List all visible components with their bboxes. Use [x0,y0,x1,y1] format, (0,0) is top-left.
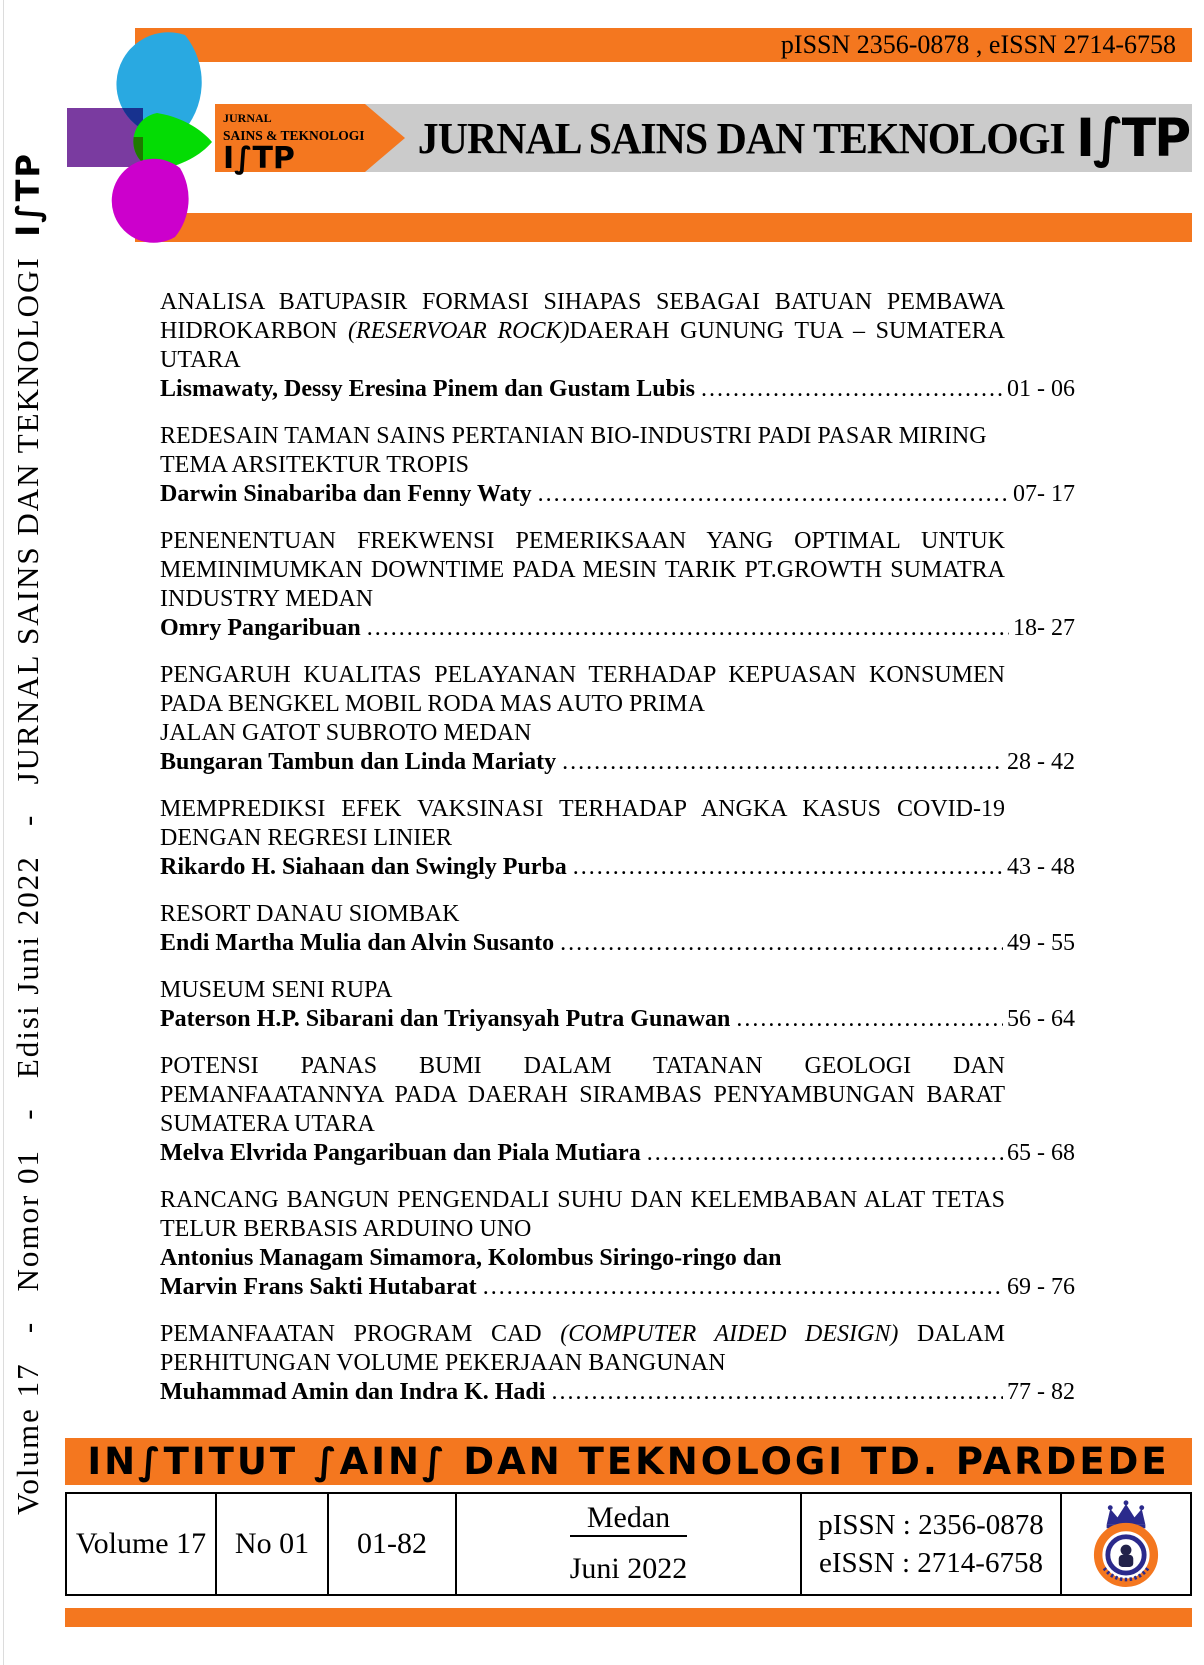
dot-leader [538,480,1009,509]
article-authors: Melva Elvrida Pangaribuan dan Piala Mutiara [160,1140,641,1166]
toc-entry [160,661,1075,777]
dot-leader [551,1378,1003,1407]
article-title-line [160,1349,1005,1378]
article-authors-pages [160,1378,1075,1407]
article-title-text: REDESAIN TAMAN SAINS PERTANIAN BIO-INDUSTRI PADI PASAR MIRING [160,423,987,449]
article-authors: Paterson H.P. Sibarani dan Triyansyah Putra Gunawan [160,1006,731,1032]
page-range: 28 - 42 [1007,749,1075,775]
article-title-line [160,976,1005,1005]
article-title-line [160,661,1005,690]
article-title-line [160,1186,1005,1215]
logo-magenta-crescent [112,159,189,243]
article-title-line [160,317,1005,346]
page-range: 65 - 68 [1007,1140,1075,1166]
issn-text: pISSN 2356-0878 , eISSN 2714-6758 [780,30,1176,59]
journal-title-wrap [417,104,1190,172]
dot-leader [367,614,1009,643]
article-authors-pages [160,1139,1075,1168]
article-authors-pages [160,748,1075,777]
article-title-line [160,690,1005,719]
article-title-text: INDUSTRY MEDAN [160,586,374,612]
pagerange-cell: 01-82 [329,1494,457,1594]
spine [5,85,51,1515]
article-title-text: DENGAN REGRESI LINIER [160,825,452,851]
emblem-cell [1062,1494,1190,1594]
article-authors-pages [160,1005,1075,1034]
article-authors: Bungaran Tambun dan Linda Mariaty [160,749,557,775]
volume-cell: Volume 17 [67,1494,217,1594]
journal-title: JURNAL SAINS DAN TEKNOLOGI [417,113,1065,163]
article-title-text: UTARA [160,347,241,373]
article-authors: Marvin Frans Sakti Hutabarat [160,1274,477,1300]
toc-entry [160,795,1075,882]
article-title-text: PEMANFAATANNYA PADA DAERAH SIRAMBAS PENYAMBUNGAN BARAT [160,1082,1005,1108]
dot-leader [573,853,1003,882]
article-title-line [160,556,1005,585]
spine-issue-text: Volume 17 - Nomor 01 - Edisi Juni 2022 - JURNAL SAINS DAN TEKNOLOGI [10,236,45,1515]
article-authors: Lismawaty, Dessy Eresina Pinem dan Gustam Lubis [160,376,695,402]
article-title-line [160,288,1005,317]
istp-crown-emblem-icon [1089,1498,1163,1590]
article-title-text: PENGARUH KUALITAS PELAYANAN TERHADAP KEPUASAN KONSUMEN [160,662,1005,688]
toc-entry [160,422,1075,509]
article-title-text: HIDROKARBON [160,318,348,344]
toc-entry [160,527,1075,643]
footer-orange-rule [65,1608,1192,1627]
dot-leader [647,1139,1003,1168]
number-cell: No 01 [217,1494,329,1594]
issn-cell [802,1494,1062,1594]
article-title-line [160,1215,1005,1244]
article-authors-pages [160,929,1075,958]
article-authors: Muhammad Amin dan Indra K. Hadi [160,1379,546,1405]
eissn-text: eISSN : 2714-6758 [819,1547,1043,1579]
logo-text-sains-teknologi: SAINS & TEKNOLOGI [223,128,365,143]
spine-istp-logotype: I∫TP [9,152,47,237]
issue-info-table [65,1492,1192,1596]
institute-banner: IN∫TITUT ∫AIN∫ DAN TEKNOLOGI TD. PARDEDE [65,1438,1192,1485]
dot-leader [736,1005,1003,1034]
page-range: 69 - 76 [1007,1274,1075,1300]
edition-cell: Juni 2022 [569,1552,688,1585]
page-range: 07- 17 [1013,481,1075,507]
article-authors: Omry Pangaribuan [160,615,361,641]
article-title-text: SUMATERA UTARA [160,1111,375,1137]
dot-leader [701,375,1003,404]
toc-entry [160,1186,1075,1302]
article-title-line [160,824,1005,853]
page-range: 77 - 82 [1007,1379,1075,1405]
article-title-text: MUSEUM SENI RUPA [160,977,393,1003]
toc-entry [160,900,1075,958]
article-authors-pages [160,1273,1075,1302]
article-title-line [160,900,1005,929]
article-title-line [160,346,1005,375]
article-title-line [160,1320,1005,1349]
article-title-text: RANCANG BANGUN PENGENDALI SUHU DAN KELEMBABAN ALAT TETAS [160,1187,1005,1213]
article-title-italic: (RESERVOAR ROCK) [348,318,570,344]
journal-logo [60,25,420,250]
article-title-text: POTENSI PANAS BUMI DALAM TATANAN GEOLOGI DAN [160,1053,1005,1079]
page-range: 18- 27 [1013,615,1075,641]
article-authors-pages [160,614,1075,643]
article-title-line [160,451,1005,480]
article-authors-pages [160,853,1075,882]
city-cell: Medan [570,1501,688,1537]
article-title-text: TEMA ARSITEKTUR TROPIS [160,452,469,478]
article-title-italic: (COMPUTER AIDED DESIGN) [560,1321,899,1347]
article-title-text: TELUR BERBASIS ARDUINO UNO [160,1216,532,1242]
article-title-line [160,1081,1005,1110]
article-title-line [160,527,1005,556]
table-of-contents [160,288,1075,1425]
article-authors: Antonius Managam Simamora, Kolombus Siringo-ringo dan [160,1245,782,1271]
dot-leader [562,748,1003,777]
toc-entry [160,976,1075,1034]
article-authors: Rikardo H. Siahaan dan Swingly Purba [160,854,567,880]
article-title-text: JALAN GATOT SUBROTO MEDAN [160,720,532,746]
article-title-text: MEMPREDIKSI EFEK VAKSINASI TERHADAP ANGKA KASUS COVID-19 [160,796,1005,822]
article-title-line [160,795,1005,824]
page-range: 56 - 64 [1007,1006,1075,1032]
logo-text-istp: I∫TP [223,141,295,176]
article-title-text: PENENENTUAN FREKWENSI PEMERIKSAAN YANG OPTIMAL UNTUK [160,528,1005,554]
article-title-line [160,422,1005,451]
article-authors: Darwin Sinabariba dan Fenny Waty [160,481,532,507]
article-title-text: ANALISA BATUPASIR FORMASI SIHAPAS SEBAGAI BATUAN PEMBAWA [160,289,1005,315]
page-range: 43 - 48 [1007,854,1075,880]
article-title-text: PERHITUNGAN VOLUME PEKERJAAN BANGUNAN [160,1350,726,1376]
article-title-text: PEMANFAATAN PROGRAM CAD [160,1321,561,1347]
article-title-text: DAERAH GUNUNG TUA – SUMATERA [569,318,1006,344]
article-title-text: DALAM [898,1321,1006,1347]
pissn-text: pISSN : 2356-0878 [818,1509,1044,1541]
toc-entry [160,1052,1075,1168]
article-authors-pages [160,375,1075,404]
article-title-line [160,719,1005,748]
article-authors-pages [160,480,1075,509]
dot-leader [560,929,1003,958]
city-edition-cell [457,1494,802,1594]
page-range: 01 - 06 [1007,376,1075,402]
article-title-line [160,585,1005,614]
logo-text-jurnal: JURNAL [223,111,272,125]
article-title-line [160,1052,1005,1081]
article-authors: Endi Martha Mulia dan Alvin Susanto [160,930,555,956]
page-edge-line [3,0,4,1665]
spine-text [5,85,51,1515]
page-range: 49 - 55 [1007,930,1075,956]
istp-logotype: I∫TP [1076,107,1190,169]
article-title-text: RESORT DANAU SIOMBAK [160,901,460,927]
article-title-line [160,1110,1005,1139]
article-title-text: PADA BENGKEL MOBIL RODA MAS AUTO PRIMA [160,691,705,717]
toc-entry [160,1320,1075,1407]
dot-leader [483,1273,1003,1302]
article-title-text: MEMINIMUMKAN DOWNTIME PADA MESIN TARIK PT.GROWTH SUMATRA [160,557,1005,583]
toc-entry [160,288,1075,404]
